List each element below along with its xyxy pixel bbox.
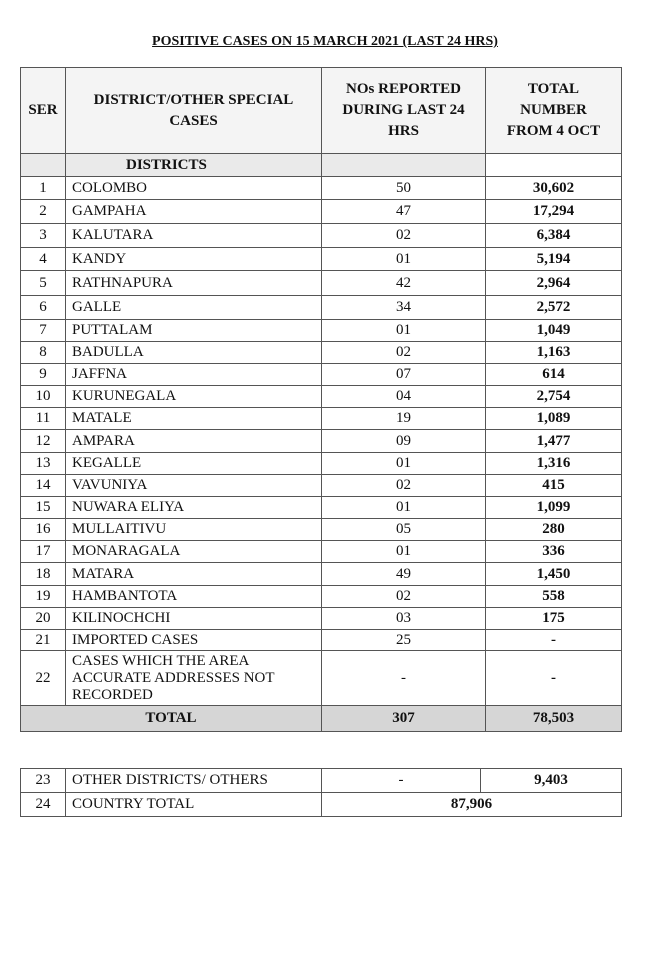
row-reported: 05 (322, 519, 486, 541)
section-row (21, 154, 622, 177)
row-reported: 02 (322, 475, 486, 497)
row-ser: 3 (21, 224, 66, 248)
header-reported: NOs REPORTED DURING LAST 24 HRS (322, 68, 486, 154)
row-name: MULLAITIVU (66, 519, 322, 541)
row-total: 1,049 (486, 320, 622, 342)
row-ser: 5 (21, 271, 66, 296)
table-row (21, 342, 622, 364)
row-ser: 20 (21, 608, 66, 630)
row-name: VAVUNIYA (66, 475, 322, 497)
row-reported: 01 (322, 497, 486, 519)
row-reported: 01 (322, 453, 486, 475)
row-ser: 7 (21, 320, 66, 342)
row-total: 2,964 (486, 271, 622, 296)
row-name: KURUNEGALA (66, 386, 322, 408)
table-row (21, 386, 622, 408)
row-reported: 47 (322, 200, 486, 224)
table-row (21, 497, 622, 519)
row-name: KANDY (66, 248, 322, 271)
row-total: 1,450 (486, 563, 622, 586)
summary-table (20, 768, 622, 817)
table-row (21, 630, 622, 651)
row-total: 6,384 (486, 224, 622, 248)
row-total: 336 (486, 541, 622, 563)
table-row (21, 769, 622, 793)
cases-table (20, 67, 622, 732)
row-reported: 34 (322, 296, 486, 320)
table-row (21, 793, 622, 817)
row-name: NUWARA ELIYA (66, 497, 322, 519)
row-name: PUTTALAM (66, 320, 322, 342)
total-label: TOTAL (21, 706, 322, 732)
header-row (21, 68, 622, 154)
row-name: MATARA (66, 563, 322, 586)
row-reported: - (322, 769, 481, 793)
row-reported: 01 (322, 248, 486, 271)
row-ser: 21 (21, 630, 66, 651)
row-total: 1,477 (486, 430, 622, 453)
row-name: MATALE (66, 408, 322, 430)
table-row (21, 519, 622, 541)
table-row (21, 200, 622, 224)
total-reported: 307 (322, 706, 486, 732)
header-ser: SER (21, 68, 66, 154)
row-name: GALLE (66, 296, 322, 320)
row-name: KILINOCHCHI (66, 608, 322, 630)
row-total: - (486, 651, 622, 706)
table-row (21, 408, 622, 430)
row-total: 87,906 (322, 793, 622, 817)
row-reported: 02 (322, 586, 486, 608)
row-name: KEGALLE (66, 453, 322, 475)
row-name: JAFFNA (66, 364, 322, 386)
table-row (21, 563, 622, 586)
row-ser: 1 (21, 177, 66, 200)
row-ser: 14 (21, 475, 66, 497)
row-reported: 50 (322, 177, 486, 200)
row-reported: 49 (322, 563, 486, 586)
section-ser-cell (21, 154, 66, 177)
row-name: AMPARA (66, 430, 322, 453)
header-district: DISTRICT/OTHER SPECIAL CASES (66, 68, 322, 154)
row-reported: 01 (322, 320, 486, 342)
row-total: 30,602 (486, 177, 622, 200)
row-ser: 15 (21, 497, 66, 519)
table-row (21, 320, 622, 342)
row-ser: 13 (21, 453, 66, 475)
row-ser: 12 (21, 430, 66, 453)
table-row (21, 586, 622, 608)
row-ser: 2 (21, 200, 66, 224)
row-total: 614 (486, 364, 622, 386)
row-name: COUNTRY TOTAL (66, 793, 322, 817)
row-total: 2,572 (486, 296, 622, 320)
row-total: 415 (486, 475, 622, 497)
row-name: HAMBANTOTA (66, 586, 322, 608)
row-total: 9,403 (481, 769, 622, 793)
row-reported: - (322, 651, 486, 706)
row-ser: 24 (21, 793, 66, 817)
row-name: CASES WHICH THE AREA ACCURATE ADDRESSES NOT RECORDED (66, 651, 322, 706)
row-name: BADULLA (66, 342, 322, 364)
table-row (21, 177, 622, 200)
row-total: 1,316 (486, 453, 622, 475)
row-name: RATHNAPURA (66, 271, 322, 296)
table-row (21, 430, 622, 453)
row-name: COLOMBO (66, 177, 322, 200)
row-reported: 02 (322, 224, 486, 248)
row-reported: 25 (322, 630, 486, 651)
total-row (21, 706, 622, 732)
table-row (21, 453, 622, 475)
row-total: 558 (486, 586, 622, 608)
row-reported: 09 (322, 430, 486, 453)
row-name: MONARAGALA (66, 541, 322, 563)
row-reported: 04 (322, 386, 486, 408)
row-ser: 17 (21, 541, 66, 563)
row-ser: 16 (21, 519, 66, 541)
page-title: POSITIVE CASES ON 15 MARCH 2021 (LAST 24 HRS) (152, 34, 498, 49)
total-value: 78,503 (486, 706, 622, 732)
table-row (21, 364, 622, 386)
row-reported: 07 (322, 364, 486, 386)
table-row (21, 271, 622, 296)
row-total: - (486, 630, 622, 651)
row-total: 2,754 (486, 386, 622, 408)
row-reported: 02 (322, 342, 486, 364)
row-total: 280 (486, 519, 622, 541)
row-ser: 23 (21, 769, 66, 793)
row-reported: 42 (322, 271, 486, 296)
table-row (21, 651, 622, 706)
table-row (21, 224, 622, 248)
row-reported: 01 (322, 541, 486, 563)
row-ser: 6 (21, 296, 66, 320)
row-ser: 11 (21, 408, 66, 430)
table-row (21, 475, 622, 497)
row-total: 1,163 (486, 342, 622, 364)
row-total: 17,294 (486, 200, 622, 224)
row-name: IMPORTED CASES (66, 630, 322, 651)
section-label: DISTRICTS (66, 154, 322, 177)
row-reported: 03 (322, 608, 486, 630)
row-reported: 19 (322, 408, 486, 430)
table-row (21, 608, 622, 630)
row-ser: 18 (21, 563, 66, 586)
table-row (21, 296, 622, 320)
row-ser: 9 (21, 364, 66, 386)
table-row (21, 541, 622, 563)
section-reported-cell (322, 154, 486, 177)
row-ser: 8 (21, 342, 66, 364)
row-total: 5,194 (486, 248, 622, 271)
row-total: 1,089 (486, 408, 622, 430)
row-ser: 19 (21, 586, 66, 608)
row-total: 1,099 (486, 497, 622, 519)
row-name: KALUTARA (66, 224, 322, 248)
row-name: OTHER DISTRICTS/ OTHERS (66, 769, 322, 793)
section-total-cell (486, 154, 622, 177)
row-total: 175 (486, 608, 622, 630)
row-name: GAMPAHA (66, 200, 322, 224)
row-ser: 4 (21, 248, 66, 271)
table-row (21, 248, 622, 271)
row-ser: 10 (21, 386, 66, 408)
header-total: TOTAL NUMBER FROM 4 OCT (486, 68, 622, 154)
row-ser: 22 (21, 651, 66, 706)
